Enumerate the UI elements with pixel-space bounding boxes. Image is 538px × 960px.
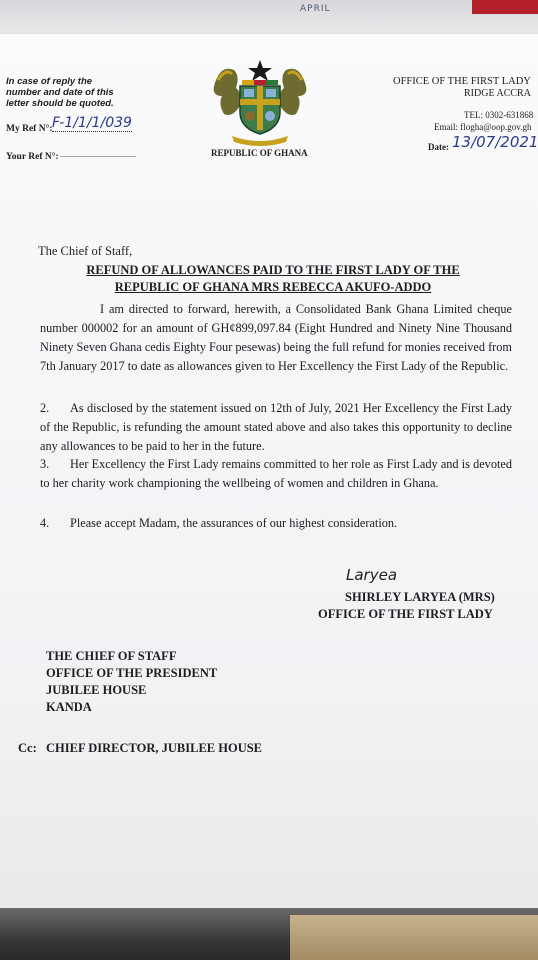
- date-value: 13/07/2021: [452, 133, 538, 151]
- cc-value: CHIEF DIRECTOR, JUBILEE HOUSE: [46, 741, 263, 755]
- paragraph-3: [40, 455, 512, 493]
- your-ref-dots: ......................................: [60, 150, 136, 159]
- paragraph-3-number: 3.: [40, 457, 50, 471]
- paragraph-4-text: Please accept Madam, the assurances of our highest consideration.: [70, 516, 398, 530]
- salutation: The Chief of Staff,: [38, 244, 133, 258]
- paragraph-2: [40, 399, 512, 456]
- subject-line-1: REFUND OF ALLOWANCES PAID TO THE FIRST LADY OF THE: [86, 263, 460, 277]
- office-name: OFFICE OF THE FIRST LADY: [393, 76, 531, 87]
- reply-note-line-1: In case of reply the: [6, 76, 93, 87]
- paragraph-2-text: As disclosed by the statement issued on 12th of July, 2021 Her Excellency the First Lady of the Republic, is refunding the amount stated above and also takes this opportunity to decline any allowances to be paid to her in the future.: [40, 401, 512, 453]
- my-ref-label: My Ref N°:: [6, 124, 53, 134]
- paragraph-4-number: 4.: [40, 516, 50, 530]
- signature-scribble: Laryea: [346, 566, 398, 584]
- paragraph-4: [40, 514, 512, 533]
- reply-note-line-3: letter should be quoted.: [6, 98, 114, 109]
- crest-caption: REPUBLIC OF GHANA: [211, 148, 308, 158]
- address-line-2: OFFICE OF THE PRESIDENT: [46, 666, 218, 680]
- signatory-name: SHIRLEY LARYEA (MRS): [345, 590, 495, 604]
- address-line-3: JUBILEE HOUSE: [46, 683, 147, 697]
- red-corner-sheet: [472, 0, 538, 14]
- date-label: Date:: [428, 142, 449, 152]
- office-tel: TEL: 0302-631868: [464, 110, 534, 120]
- paragraph-3-text: Her Excellency the First Lady remains committed to her role as First Lady and is devoted to her charity work championing the wellbeing of women and children in Ghana.: [40, 457, 512, 490]
- signatory-office: OFFICE OF THE FIRST LADY: [318, 607, 493, 621]
- my-ref-value: F-1/1/1/039: [52, 115, 132, 131]
- address-line-1: THE CHIEF OF STAFF: [46, 649, 177, 663]
- paragraph-2-number: 2.: [40, 401, 50, 415]
- cc-label: Cc:: [18, 741, 37, 755]
- paragraph-1: I am directed to forward, herewith, a Consolidated Bank Ghana Limited cheque number 000002 for an amount of GH¢899,097.84 (Eight Hundred and Ninety Nine Thousand Ninety Seven Ghana cedis Eighty Four pesewas) being the full refund for monies received from 7th January 2017 to date as allowances given to Her Excellency the First Lady of the Republic.: [40, 302, 512, 373]
- your-ref-label: Your Ref N°:: [6, 152, 59, 162]
- background-stamp: APRIL: [300, 4, 331, 14]
- wooden-floor: [290, 915, 538, 960]
- reply-note-line-2: number and date of this: [6, 87, 114, 98]
- ghana-coat-of-arms-icon: [210, 56, 310, 146]
- address-line-4: KANDA: [46, 700, 92, 714]
- subject-line-2: REPUBLIC OF GHANA MRS REBECCA AKUFO-ADDO: [114, 280, 432, 294]
- office-email: Email: flogha@oop.gov.gh: [434, 122, 532, 132]
- office-location: RIDGE ACCRA: [464, 88, 531, 99]
